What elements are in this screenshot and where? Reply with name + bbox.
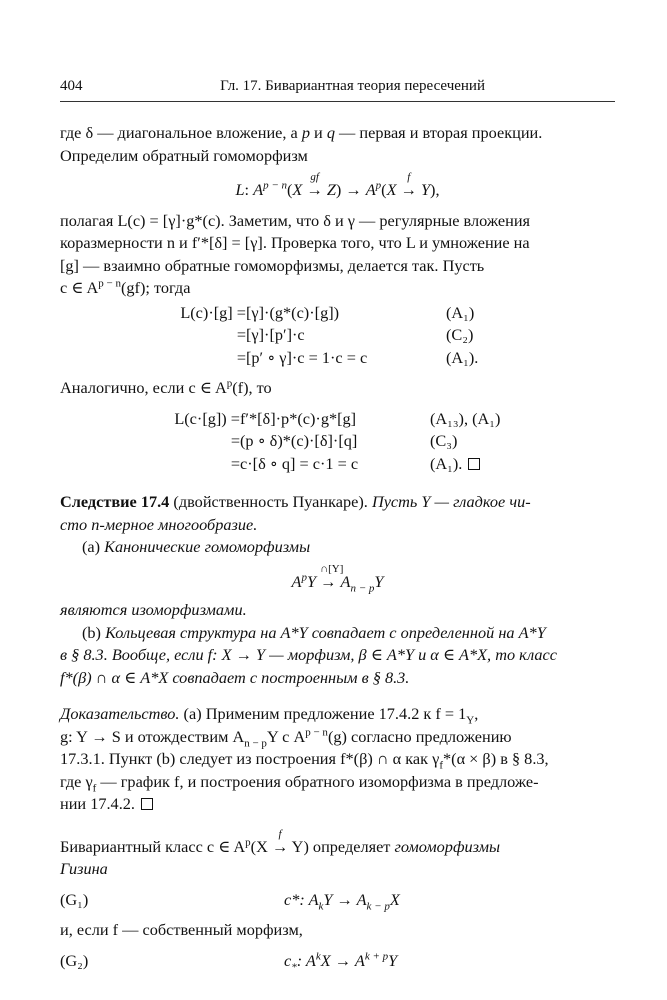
equation-block-2 bbox=[60, 408, 615, 476]
corollary-part-b: являются изоморфизмами. (b) Кольцевая структура на A*Y совпадает с определенной на A*Y в § 8.3. Вообще, если f: X → Y — морфизм, β ∈ A*Y и α ∈ A*X, то класс f*(β) ∩ α ∈ A*X совпадает с построенным в § 8.3. bbox=[60, 600, 557, 687]
eq-line: = [p′ ∘ γ]·c = 1·c = c (A₁). bbox=[236, 347, 479, 367]
corollary-statement: Следствие 17.4 (двойственность Пуанкаре). Пусть Y — гладкое чи- сто n-мерное многообразие. (a) Канонические гомоморфизмы bbox=[60, 492, 531, 556]
gysin-G1: (G₁) c*: $A_kY \to A_{k - p}X$ bbox=[60, 889, 400, 912]
equation-block-1 bbox=[60, 302, 615, 370]
eq-line: = [γ]·[p′]·c (C₂) bbox=[236, 325, 474, 344]
page-number: 404 bbox=[60, 78, 83, 94]
eq-line: = c·[δ ∘ q] = c·1 = c (A₁). bbox=[60, 453, 615, 476]
gysin-paragraph: Бивариантный класс c ∈ $A^p(X$ f → Y) определяет гомоморфизмы Гизина bbox=[60, 827, 501, 878]
qed-symbol bbox=[141, 798, 153, 810]
running-header bbox=[60, 78, 615, 102]
eq-line: L(c·[g]) = f′*[δ]·p*(c)·g*[g] (A₁₃), (A₁) bbox=[174, 408, 501, 428]
page bbox=[60, 78, 615, 972]
qed-symbol bbox=[468, 458, 480, 470]
equation-cap-Y: $A^pY$ ∩[Y] → $A_{n - p}Y$ bbox=[291, 562, 384, 594]
paragraph-regular-embeddings: полагая L(c) = [γ]·g*(c). Заметим, что δ и γ — регулярные вложения коразмерности n и f′*[δ] = [γ]. Проверка того, что L и умножение на [g] — взаимно обратные гомоморфизмы, делается так. Пусть c ∈ $A^{p - n}(gf)$; тогда bbox=[60, 210, 531, 297]
proof: Доказательство. (a) Применим предложение 17.4.2 к $f = 1_Y$, g: Y → S и отождествим $A_{n - p}Y$ с $A^{p - n}(g)$ согласно предложению 17.3.1. Пункт (b) следует из построения f*(β) ∩ α как $\gamma_f*(\alpha \times \beta)$ в § 8.3, где $\gamma_f$ — график f, и построения обратного изоморфизма в предложе- нии 17.4.2. bbox=[60, 704, 549, 813]
paragraph-similarly: Аналогично, если c ∈ $A^p(f)$, то bbox=[60, 377, 272, 397]
gysin-G2: (G₂) $c_*$: $A^kX \to A^{k + p}Y$ bbox=[60, 950, 398, 973]
proper-morphism-line: и, если f — собственный морфизм, bbox=[60, 920, 303, 939]
eq-line: = (p ∘ δ)*(c)·[δ]·[q] (C₃) bbox=[230, 431, 458, 450]
paragraph-projections: где δ — диагональное вложение, а p и q — первая и вторая проекции. Определим обратный гомоморфизм bbox=[60, 123, 543, 165]
equation-L: L: $A^{p - n}(X$ gf → $Z) \to A^p(X$ f → Y), bbox=[235, 171, 440, 199]
eq-line: L(c)·[g] = [γ]·(g*(c)·[g]) (A₁) bbox=[180, 302, 475, 322]
running-title: Гл. 17. Бивариантная теория пересечений bbox=[220, 78, 485, 94]
